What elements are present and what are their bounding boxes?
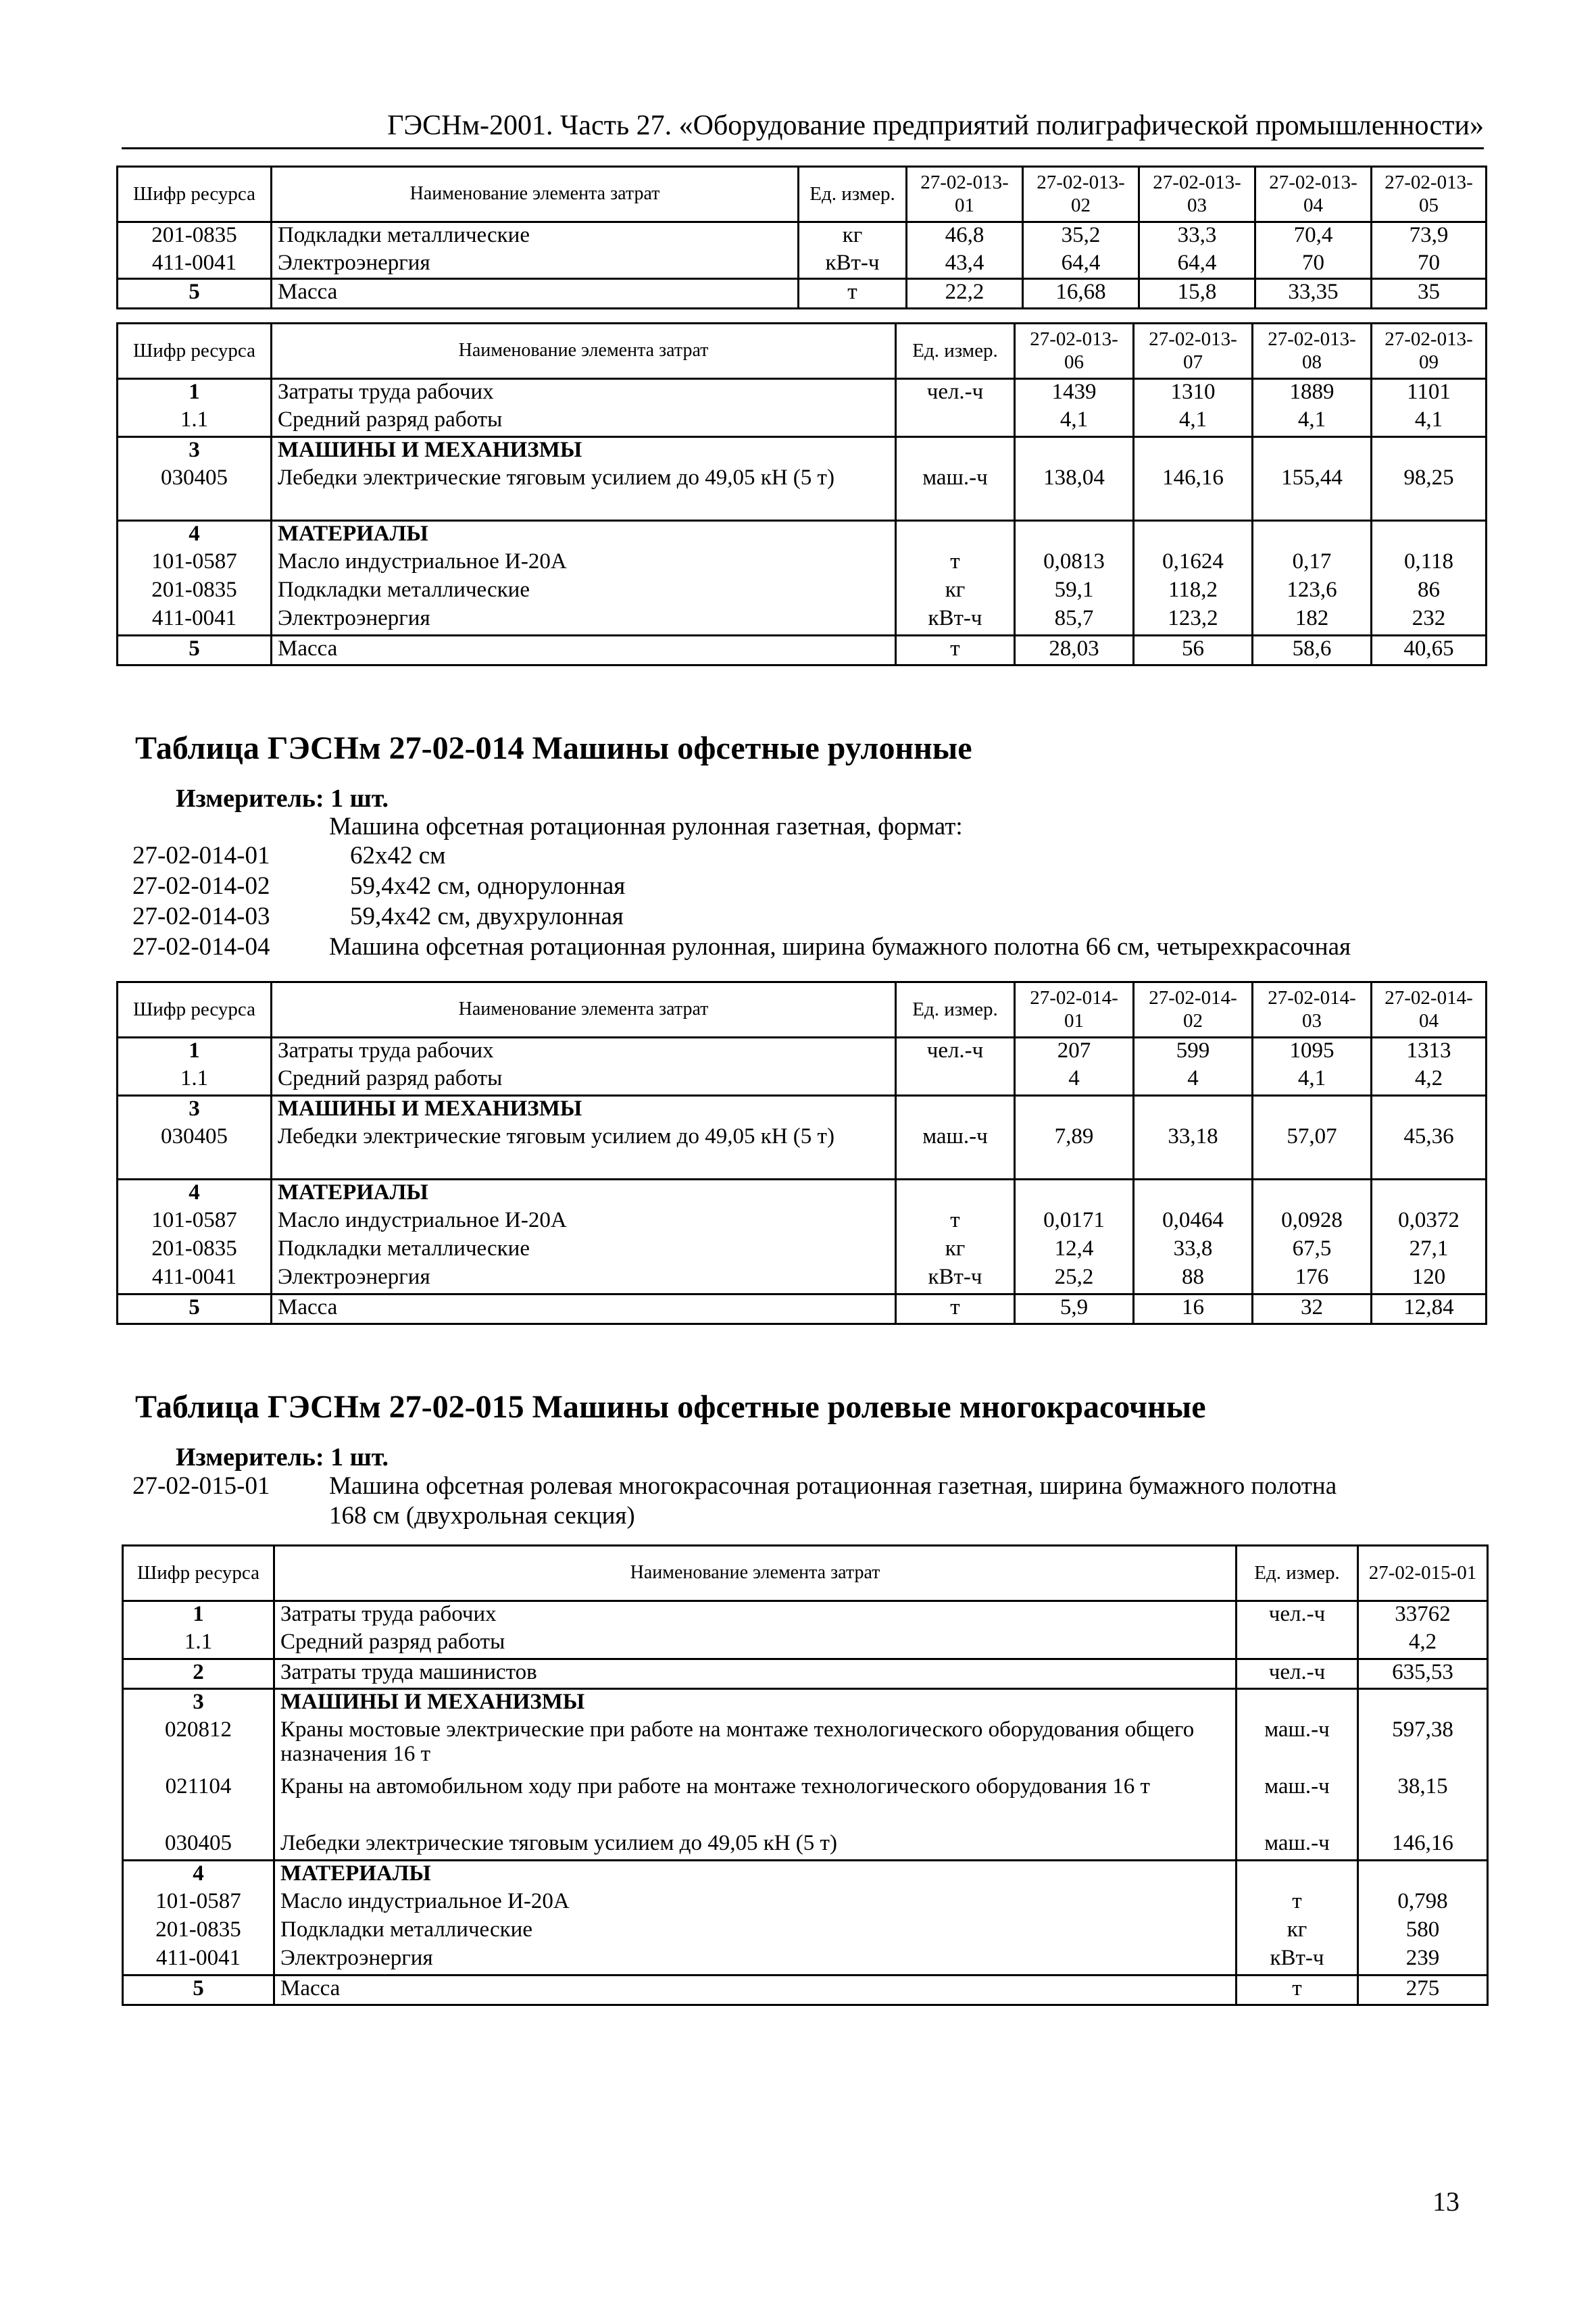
row-name: Масло индустриальное И-20А [274, 1889, 1237, 1917]
row-value: 38,15 [1358, 1774, 1488, 1831]
row-value: 16 [1134, 1294, 1253, 1324]
row-value: 45,36 [1372, 1124, 1487, 1180]
col-header-code-col: 27-02-013-09 [1372, 324, 1487, 379]
row-unit: т [1237, 1889, 1358, 1917]
row-value: 0,0372 [1372, 1208, 1487, 1236]
row-value: 0,0171 [1015, 1208, 1134, 1236]
row-code: 1.1 [118, 407, 272, 437]
row-value: 33,3 [1139, 222, 1255, 251]
item-text-continued: 168 см (двухрольная секция) [329, 1502, 635, 1530]
row-unit [896, 437, 1015, 466]
row-value: 275 [1358, 1976, 1488, 2005]
row-name: Электроэнергия [272, 251, 799, 279]
row-name: Масса [272, 636, 896, 665]
row-value: 70,4 [1255, 222, 1372, 251]
row-section-title: МАШИНЫ И МЕХАНИЗМЫ [272, 1096, 896, 1124]
row-value: 12,84 [1372, 1294, 1487, 1324]
row-value: 67,5 [1253, 1236, 1372, 1265]
item-text: Машина офсетная ротационная рулонная, ширина бумажного полотна 66 см, четырехкрасочная [329, 933, 1351, 961]
table-row [123, 1861, 1488, 1889]
table-row [118, 521, 1487, 549]
row-name: Масса [272, 279, 799, 309]
col-header-code-col: 27-02-013-08 [1253, 324, 1372, 379]
row-value: 70 [1255, 251, 1372, 279]
row-value: 1439 [1015, 379, 1134, 407]
table-row [123, 1889, 1488, 1917]
row-name: Подкладки металлические [272, 222, 799, 251]
row-value: 0,1624 [1134, 549, 1253, 578]
row-value: 207 [1015, 1038, 1134, 1066]
section-intro-014: Машина офсетная ротационная рулонная газетная, формат: [329, 813, 963, 840]
row-value [1015, 521, 1134, 549]
row-section-title: МАШИНЫ И МЕХАНИЗМЫ [274, 1689, 1237, 1717]
item-code: 27-02-014-03 [132, 903, 270, 930]
row-unit [1237, 1630, 1358, 1659]
row-unit: т [1237, 1976, 1358, 2005]
page-number: 13 [1432, 2186, 1460, 2217]
row-name: Электроэнергия [272, 606, 896, 636]
row-code: 4 [118, 521, 272, 549]
row-value: 43,4 [907, 251, 1023, 279]
row-value: 64,4 [1139, 251, 1255, 279]
row-value: 1889 [1253, 379, 1372, 407]
row-value: 32 [1253, 1294, 1372, 1324]
col-header-code-col: 27-02-014-02 [1134, 982, 1253, 1038]
row-value: 635,53 [1358, 1659, 1488, 1689]
row-value: 73,9 [1372, 222, 1487, 251]
section-title-015: Таблица ГЭСНм 27-02-015 Машины офсетные ролевые многокрасочные [135, 1389, 1206, 1425]
row-value [1015, 1096, 1134, 1124]
row-value [1372, 1180, 1487, 1208]
row-value: 88 [1134, 1265, 1253, 1294]
row-name: Лебедки электрические тяговым усилием до 49,05 кН (5 т) [272, 466, 896, 521]
row-unit: маш.-ч [1237, 1774, 1358, 1831]
row-name: Средний разряд работы [272, 407, 896, 437]
row-value: 1095 [1253, 1038, 1372, 1066]
row-value [1372, 1096, 1487, 1124]
row-code: 101-0587 [123, 1889, 274, 1917]
table-row [118, 1038, 1487, 1066]
row-value: 35 [1372, 279, 1487, 309]
row-value: 85,7 [1015, 606, 1134, 636]
row-code: 411-0041 [118, 1265, 272, 1294]
table-row [118, 606, 1487, 636]
row-unit: маш.-ч [1237, 1831, 1358, 1861]
row-code: 201-0835 [118, 578, 272, 606]
row-value: 64,4 [1023, 251, 1139, 279]
col-header-code: Шифр ресурса [123, 1546, 274, 1601]
item-code: 27-02-014-04 [132, 933, 270, 961]
row-code: 201-0835 [118, 1236, 272, 1265]
row-name: Масло индустриальное И-20А [272, 549, 896, 578]
col-header-code-col: 27-02-013-05 [1372, 167, 1487, 222]
table-row [118, 1096, 1487, 1124]
row-value: 239 [1358, 1946, 1488, 1976]
row-code: 3 [118, 1096, 272, 1124]
table-row [118, 1124, 1487, 1180]
row-name: Масло индустриальное И-20А [272, 1208, 896, 1236]
row-value [1253, 521, 1372, 549]
table-row [118, 1236, 1487, 1265]
col-header-code-col: 27-02-013-01 [907, 167, 1023, 222]
table-row [123, 1601, 1488, 1630]
row-value: 1101 [1372, 379, 1487, 407]
row-unit: кг [799, 222, 907, 251]
table-row [123, 1630, 1488, 1659]
row-code: 101-0587 [118, 1208, 272, 1236]
row-name: Подкладки металлические [272, 1236, 896, 1265]
table-row [123, 1659, 1488, 1689]
meter-015: Измеритель: 1 шт. [176, 1443, 389, 1472]
col-header-unit: Ед. измер. [799, 167, 907, 222]
row-value: 232 [1372, 606, 1487, 636]
row-code: 030405 [123, 1831, 274, 1861]
col-header-code-col: 27-02-014-03 [1253, 982, 1372, 1038]
row-value: 176 [1253, 1265, 1372, 1294]
row-value: 58,6 [1253, 636, 1372, 665]
page-header [122, 108, 1484, 149]
row-unit: маш.-ч [1237, 1717, 1358, 1774]
row-code: 030405 [118, 466, 272, 521]
row-value: 1313 [1372, 1038, 1487, 1066]
table-row [118, 1066, 1487, 1096]
col-header-code-col: 27-02-015-01 [1358, 1546, 1488, 1601]
row-unit: чел.-ч [1237, 1659, 1358, 1689]
row-unit: кг [1237, 1917, 1358, 1946]
row-value [1134, 521, 1253, 549]
row-code: 101-0587 [118, 549, 272, 578]
row-code: 5 [118, 1294, 272, 1324]
row-value: 146,16 [1134, 466, 1253, 521]
row-unit: кВт-ч [896, 1265, 1015, 1294]
col-header-code-col: 27-02-014-04 [1372, 982, 1487, 1038]
row-value: 59,1 [1015, 578, 1134, 606]
row-value: 33,8 [1134, 1236, 1253, 1265]
row-name: Лебедки электрические тяговым усилием до 49,05 кН (5 т) [272, 1124, 896, 1180]
col-header-code-col: 27-02-014-01 [1015, 982, 1134, 1038]
page-header-title: ГЭСНм-2001. Часть 27. «Оборудование предприятий полиграфической промышленности» [387, 110, 1484, 141]
row-value [1372, 437, 1487, 466]
row-unit: маш.-ч [896, 466, 1015, 521]
row-code: 5 [118, 279, 272, 309]
table-row [123, 1774, 1488, 1831]
table-row [118, 279, 1487, 309]
table-row [118, 466, 1487, 521]
row-section-title: МАТЕРИАЛЫ [274, 1861, 1237, 1889]
table-row [118, 251, 1487, 279]
item-text: 62х42 см [350, 842, 446, 870]
row-code: 411-0041 [123, 1946, 274, 1976]
row-unit [896, 1096, 1015, 1124]
row-value: 0,0928 [1253, 1208, 1372, 1236]
row-value: 4 [1015, 1066, 1134, 1096]
row-unit: т [896, 549, 1015, 578]
row-value [1134, 1180, 1253, 1208]
row-name: Краны мостовые электрические при работе на монтаже технологического оборудования общего назначения 16 т [274, 1717, 1237, 1774]
row-value: 70 [1372, 251, 1487, 279]
row-value [1358, 1689, 1488, 1717]
row-value: 599 [1134, 1038, 1253, 1066]
row-name: Масса [272, 1294, 896, 1324]
item-code: 27-02-015-01 [132, 1472, 270, 1500]
row-unit [896, 407, 1015, 437]
row-code: 3 [118, 437, 272, 466]
table-row [118, 1294, 1487, 1324]
row-unit: т [896, 1294, 1015, 1324]
row-value: 40,65 [1372, 636, 1487, 665]
row-value: 35,2 [1023, 222, 1139, 251]
row-value: 4,2 [1372, 1066, 1487, 1096]
row-name: Средний разряд работы [272, 1066, 896, 1096]
norm-table-015 [122, 1544, 1489, 2006]
row-value: 138,04 [1015, 466, 1134, 521]
table-row [118, 636, 1487, 665]
row-unit: кг [896, 578, 1015, 606]
table-row [123, 1946, 1488, 1976]
row-value: 5,9 [1015, 1294, 1134, 1324]
row-value: 27,1 [1372, 1236, 1487, 1265]
col-header-code-col: 27-02-013-04 [1255, 167, 1372, 222]
row-unit [896, 1180, 1015, 1208]
col-header-code-col: 27-02-013-06 [1015, 324, 1134, 379]
table-row [123, 1689, 1488, 1717]
row-value: 146,16 [1358, 1831, 1488, 1861]
col-header-code-col: 27-02-013-02 [1023, 167, 1139, 222]
row-value: 123,2 [1134, 606, 1253, 636]
table-row [118, 1180, 1487, 1208]
row-name: Электроэнергия [272, 1265, 896, 1294]
row-unit: чел.-ч [1237, 1601, 1358, 1630]
row-value: 118,2 [1134, 578, 1253, 606]
item-text: 59,4х42 см, однорулонная [350, 872, 626, 900]
row-code: 201-0835 [123, 1917, 274, 1946]
row-value [1134, 437, 1253, 466]
row-value: 4,1 [1134, 407, 1253, 437]
row-value: 33,18 [1134, 1124, 1253, 1180]
row-value: 7,89 [1015, 1124, 1134, 1180]
row-name: Электроэнергия [274, 1946, 1237, 1976]
col-header-code: Шифр ресурса [118, 982, 272, 1038]
col-header-code-col: 27-02-013-07 [1134, 324, 1253, 379]
row-code: 030405 [118, 1124, 272, 1180]
norm-table-013-a [116, 166, 1487, 309]
col-header-name: Наименование элемента затрат [272, 982, 896, 1038]
col-header-code: Шифр ресурса [118, 324, 272, 379]
row-unit: кг [896, 1236, 1015, 1265]
row-value: 0,17 [1253, 549, 1372, 578]
row-value [1015, 1180, 1134, 1208]
row-value: 0,0813 [1015, 549, 1134, 578]
row-value: 1310 [1134, 379, 1253, 407]
table-row [118, 549, 1487, 578]
row-value: 22,2 [907, 279, 1023, 309]
row-code: 1 [123, 1601, 274, 1630]
table-row [123, 1917, 1488, 1946]
table-row [118, 379, 1487, 407]
col-header-code-col: 27-02-013-03 [1139, 167, 1255, 222]
row-unit [1237, 1861, 1358, 1889]
table-row [123, 1717, 1488, 1774]
col-header-name: Наименование элемента затрат [272, 324, 896, 379]
row-section-title: МАШИНЫ И МЕХАНИЗМЫ [272, 437, 896, 466]
row-value: 155,44 [1253, 466, 1372, 521]
item-text: Машина офсетная ролевая многокрасочная ротационная газетная, ширина бумажного полотна [329, 1472, 1337, 1500]
row-value: 16,68 [1023, 279, 1139, 309]
row-value: 4,1 [1372, 407, 1487, 437]
row-value: 28,03 [1015, 636, 1134, 665]
meter-014: Измеритель: 1 шт. [176, 784, 389, 813]
col-header-name: Наименование элемента затрат [272, 167, 799, 222]
row-value [1253, 1180, 1372, 1208]
row-code: 1.1 [123, 1630, 274, 1659]
row-unit: чел.-ч [896, 379, 1015, 407]
row-name: Подкладки металлические [274, 1917, 1237, 1946]
row-value [1253, 1096, 1372, 1124]
row-value: 4 [1134, 1066, 1253, 1096]
row-value [1015, 437, 1134, 466]
row-value: 4,1 [1015, 407, 1134, 437]
col-header-code: Шифр ресурса [118, 167, 272, 222]
row-value: 33762 [1358, 1601, 1488, 1630]
row-name: Подкладки металлические [272, 578, 896, 606]
col-header-unit: Ед. измер. [896, 324, 1015, 379]
row-unit: т [896, 1208, 1015, 1236]
row-value: 46,8 [907, 222, 1023, 251]
row-code: 2 [123, 1659, 274, 1689]
row-name: Затраты труда рабочих [272, 1038, 896, 1066]
section-title-014: Таблица ГЭСНм 27-02-014 Машины офсетные рулонные [135, 730, 972, 766]
row-code: 021104 [123, 1774, 274, 1831]
row-value: 33,35 [1255, 279, 1372, 309]
row-unit: т [799, 279, 907, 309]
row-name: Затраты труда рабочих [274, 1601, 1237, 1630]
row-value: 15,8 [1139, 279, 1255, 309]
row-code: 411-0041 [118, 606, 272, 636]
row-value: 86 [1372, 578, 1487, 606]
table-row [118, 407, 1487, 437]
row-unit [896, 521, 1015, 549]
table-row [123, 1831, 1488, 1861]
table-row [118, 437, 1487, 466]
table-row [118, 1265, 1487, 1294]
table-row [123, 1976, 1488, 2005]
row-unit [896, 1066, 1015, 1096]
norm-table-014 [116, 981, 1487, 1325]
row-unit: кВт-ч [896, 606, 1015, 636]
row-value [1372, 521, 1487, 549]
row-value: 12,4 [1015, 1236, 1134, 1265]
row-value [1253, 437, 1372, 466]
row-value [1358, 1861, 1488, 1889]
row-code: 5 [123, 1976, 274, 2005]
row-code: 4 [123, 1861, 274, 1889]
item-code: 27-02-014-01 [132, 842, 270, 870]
table-row [118, 222, 1487, 251]
row-value: 4,2 [1358, 1630, 1488, 1659]
row-name: Затраты труда машинистов [274, 1659, 1237, 1689]
table-row [118, 578, 1487, 606]
row-value: 57,07 [1253, 1124, 1372, 1180]
row-section-title: МАТЕРИАЛЫ [272, 1180, 896, 1208]
row-code: 1 [118, 1038, 272, 1066]
row-code: 1 [118, 379, 272, 407]
row-name: Масса [274, 1976, 1237, 2005]
row-code: 201-0835 [118, 222, 272, 251]
col-header-name: Наименование элемента затрат [274, 1546, 1237, 1601]
row-name: Лебедки электрические тяговым усилием до 49,05 кН (5 т) [274, 1831, 1237, 1861]
norm-table-013-b [116, 322, 1487, 666]
row-value: 580 [1358, 1917, 1488, 1946]
row-name: Краны на автомобильном ходу при работе на монтаже технологического оборудования 16 т [274, 1774, 1237, 1831]
row-unit: т [896, 636, 1015, 665]
row-code: 4 [118, 1180, 272, 1208]
item-code: 27-02-014-02 [132, 872, 270, 900]
row-code: 5 [118, 636, 272, 665]
row-value: 0,0464 [1134, 1208, 1253, 1236]
row-value: 0,798 [1358, 1889, 1488, 1917]
row-unit: кВт-ч [799, 251, 907, 279]
row-value: 25,2 [1015, 1265, 1134, 1294]
item-text: 59,4х42 см, двухрулонная [350, 903, 624, 930]
row-value: 123,6 [1253, 578, 1372, 606]
row-value: 597,38 [1358, 1717, 1488, 1774]
row-code: 020812 [123, 1717, 274, 1774]
col-header-unit: Ед. измер. [1237, 1546, 1358, 1601]
row-value: 4,1 [1253, 1066, 1372, 1096]
row-value: 98,25 [1372, 466, 1487, 521]
row-unit: кВт-ч [1237, 1946, 1358, 1976]
row-value: 4,1 [1253, 407, 1372, 437]
row-value: 0,118 [1372, 549, 1487, 578]
row-value [1134, 1096, 1253, 1124]
table-row [118, 1208, 1487, 1236]
row-name: Затраты труда рабочих [272, 379, 896, 407]
row-code: 3 [123, 1689, 274, 1717]
row-code: 411-0041 [118, 251, 272, 279]
row-code: 1.1 [118, 1066, 272, 1096]
row-name: Средний разряд работы [274, 1630, 1237, 1659]
row-section-title: МАТЕРИАЛЫ [272, 521, 896, 549]
row-unit [1237, 1689, 1358, 1717]
row-unit: чел.-ч [896, 1038, 1015, 1066]
col-header-unit: Ед. измер. [896, 982, 1015, 1038]
row-value: 56 [1134, 636, 1253, 665]
row-unit: маш.-ч [896, 1124, 1015, 1180]
row-value: 182 [1253, 606, 1372, 636]
row-value: 120 [1372, 1265, 1487, 1294]
